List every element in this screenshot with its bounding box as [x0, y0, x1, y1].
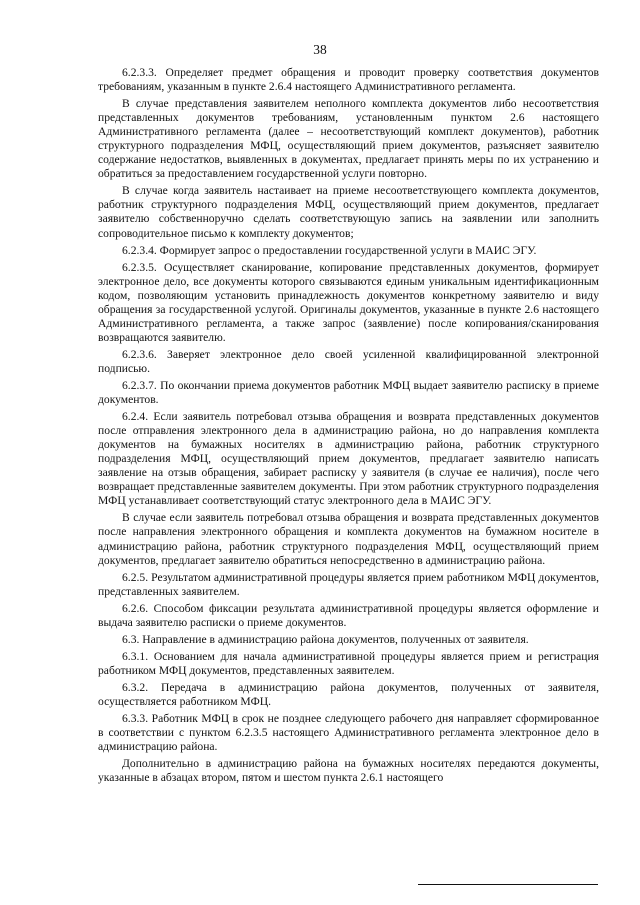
paragraph: 6.2.5. Результатом административной процедуры является прием работником МФЦ документов, представленных заявителем. — [98, 570, 599, 598]
paragraph: 6.2.3.7. По окончании приема документов работник МФЦ выдает заявителю расписку в приеме документов. — [98, 378, 599, 407]
paragraph: 6.3.3. Работник МФЦ в срок не позднее следующего рабочего дня направляет сформированное в соответствии с пунктом 6.2.3.5 настоящего Административного регламента электронное дело в администрацию района. — [98, 712, 599, 754]
footer-rule — [418, 884, 598, 885]
paragraph: В случае когда заявитель настаивает на приеме несоответствующего комплекта документов, работник структурного подразделения МФЦ, осуществляющий прием документов, предлагает заявителю собственноручно сделать соответствующую запись на заявлении или заполнить сопроводительное письмо к комплекту документов; — [98, 184, 599, 240]
paragraph: 6.3. Направление в администрацию района документов, полученных от заявителя. — [122, 632, 529, 646]
paragraph: 6.2.4. Если заявитель потребовал отзыва обращения и возврата представленных документов после отправления электронного дела в администрацию района, но до направления комплекта документов на бумажных носителях в администрацию района, работник структурного подразделения МФЦ, осуществляющий прием документов, предлагает заявителю написать заявление на отзыв обращения, забирает расписку у заявителя (в случае ее наличия), после чего возвращает представленные заявителем документы. При этом работник структурного подразделения МФЦ устанавливает соответствующий статус электронного дела в МАИС ЭГУ. — [98, 410, 599, 508]
paragraph: 6.2.3.6. Заверяет электронное дело своей усиленной квалифицированной электронной подписью. — [98, 347, 599, 375]
paragraph: 6.2.3.5. Осуществляет сканирование, копирование представленных документов, формирует электронное дело, все документы которого связываются единым уникальным идентификационным кодом, позволяющим установить принадлежность документов конкретному заявителю и виду обращения за государственной услугой. Оригиналы документов, указанные в пункте 2.6 настоящего Административного регламента, а также запрос (заявление) после копирования/сканирования возвращаются заявителю. — [98, 260, 599, 344]
paragraph: 6.2.3.4. Формирует запрос о предоставлении государственной услуги в МАИС ЭГУ. — [122, 243, 537, 257]
document-body — [98, 66, 599, 788]
paragraph: 6.2.6. Способом фиксации результата административной процедуры является оформление и выдача заявителю расписки о приеме документов. — [98, 601, 599, 629]
paragraph: 6.2.3.3. Определяет предмет обращения и проводит проверку соответствия документов требованиям, указанным в пункте 2.6.4 настоящего Административного регламента. — [98, 66, 599, 94]
paragraph: Дополнительно в администрацию района на бумажных носителях передаются документы, указанные в абзацах втором, пятом и шестом пункта 2.6.1 настоящего — [98, 757, 599, 785]
paragraph: В случае если заявитель потребовал отзыва обращения и возврата представленных документов после направления электронного обращения и комплекта документов на бумажном носителе в администрацию района, работник структурного подразделения МФЦ, осуществляющий прием документов, предлагает заявителю обратиться непосредственно в администрацию района. — [98, 511, 599, 567]
paragraph: 6.3.1. Основанием для начала административной процедуры является прием и регистрация работником МФЦ документов, представленных заявителем. — [98, 649, 599, 677]
paragraph: В случае представления заявителем неполного комплекта документов либо несоответствия представленных документов требованиям, установленным пунктом 2.6 настоящего Административного регламента (далее – несоответствующий комплект документов), работник структурного подразделения МФЦ, осуществляющий прием документов, разъясняет заявителю содержание недостатков, выявленных в документах, предлагает принять меры по их устранению и обратиться за предоставлением государственной услуги повторно. — [98, 97, 599, 181]
page-number: 38 — [313, 42, 327, 57]
paragraph: 6.3.2. Передача в администрацию района документов, полученных от заявителя, осуществляется работником МФЦ. — [98, 680, 599, 708]
